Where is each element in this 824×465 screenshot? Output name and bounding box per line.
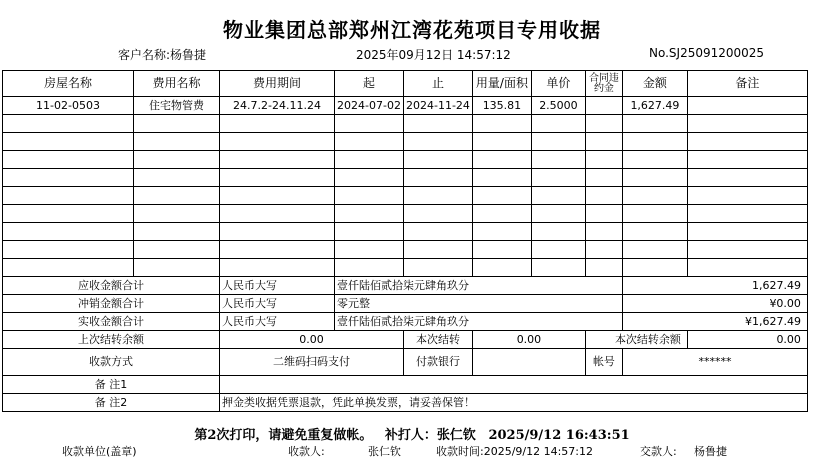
- cell-start: 2024-07-02: [335, 97, 404, 115]
- cell-remark: [687, 97, 807, 115]
- header-price: 单价: [531, 71, 585, 97]
- note2-row: [3, 394, 808, 412]
- header-remark: 备注: [687, 71, 807, 97]
- actual-rmb-label: 人民币大写: [220, 313, 335, 331]
- payment-bank-label: 付款银行: [404, 349, 473, 376]
- balance-row: [3, 331, 808, 349]
- cell-period: 24.7.2-24.11.24: [220, 97, 335, 115]
- last-balance-value: 0.00: [220, 331, 404, 349]
- actual-amount: ¥1,627.49: [622, 313, 807, 331]
- receivable-total-row: [3, 277, 808, 295]
- this-balance-label: 本次结转余额: [585, 331, 687, 349]
- reprint-warning: 第2次打印，请避免重复做帐。: [194, 428, 373, 443]
- table-row: [3, 97, 808, 115]
- offset-amount: ¥0.00: [622, 295, 807, 313]
- actual-label: 实收金额合计: [3, 313, 220, 331]
- header-period: 费用期间: [220, 71, 335, 97]
- receivable-rmb-label: 人民币大写: [220, 277, 335, 295]
- empty-row: [3, 259, 808, 277]
- header-house: 房屋名称: [3, 71, 134, 97]
- offset-words: 零元整: [335, 295, 623, 313]
- receipt-title: 物业集团总部郑州江湾花苑项目专用收据: [223, 18, 601, 42]
- reprint-time: 2025/9/12 16:43:51: [488, 428, 630, 443]
- table-header-row: [3, 71, 808, 97]
- empty-row: [3, 169, 808, 187]
- cell-price: 2.5000: [531, 97, 585, 115]
- receipt-table: [2, 70, 808, 412]
- account-label: 帐号: [585, 349, 622, 376]
- reprint-notice: [0, 424, 824, 443]
- this-carry-value: 0.00: [472, 331, 585, 349]
- payment-row: [3, 349, 808, 376]
- note2-value: 押金类收据凭票退款，凭此单换发票，请妥善保管！: [220, 394, 808, 412]
- offset-total-row: [3, 295, 808, 313]
- account-value: ******: [622, 349, 807, 376]
- note2-label: 备 注2: [3, 394, 220, 412]
- footer-collector-value: 张仁钦: [368, 445, 401, 458]
- cell-usage: 135.81: [472, 97, 531, 115]
- payment-method-label: 收款方式: [3, 349, 220, 376]
- empty-row: [3, 187, 808, 205]
- note1-row: [3, 376, 808, 394]
- footer-payer-value: 杨鲁捷: [694, 445, 727, 458]
- header-amount: 金额: [622, 71, 687, 97]
- header-fee-name: 费用名称: [134, 71, 220, 97]
- cell-house: 11-02-0503: [3, 97, 134, 115]
- footer-unit-label: 收款单位(盖章): [62, 445, 137, 458]
- cell-penalty: [585, 97, 622, 115]
- last-balance-label: 上次结转余额: [3, 331, 220, 349]
- receivable-amount: 1,627.49: [622, 277, 807, 295]
- receipt-datetime: 2025年09月12日 14:57:12: [356, 48, 511, 62]
- cell-end: 2024-11-24: [404, 97, 473, 115]
- receivable-label: 应收金额合计: [3, 277, 220, 295]
- header-penalty: 合同违约金: [585, 71, 622, 97]
- customer-name: 客户名称:杨鲁捷: [118, 48, 207, 62]
- offset-rmb-label: 人民币大写: [220, 295, 335, 313]
- footer-collector-label: 收款人:: [288, 445, 325, 458]
- header-usage: 用量/面积: [472, 71, 531, 97]
- empty-row: [3, 151, 808, 169]
- header-end: 止: [404, 71, 473, 97]
- cell-amount: 1,627.49: [622, 97, 687, 115]
- empty-row: [3, 115, 808, 133]
- cell-fee-name: 住宅物管费: [134, 97, 220, 115]
- receipt-number: No.SJ25091200025: [649, 46, 765, 60]
- payment-bank-value: [472, 349, 585, 376]
- this-balance-value: 0.00: [687, 331, 807, 349]
- note1-label: 备 注1: [3, 376, 220, 394]
- receivable-words: 壹仟陆佰贰拾柒元肆角玖分: [335, 277, 623, 295]
- empty-row: [3, 133, 808, 151]
- empty-row: [3, 241, 808, 259]
- actual-total-row: [3, 313, 808, 331]
- empty-row: [3, 205, 808, 223]
- actual-words: 壹仟陆佰贰拾柒元肆角玖分: [335, 313, 623, 331]
- footer-payer-label: 交款人:: [640, 445, 677, 458]
- footer-collect-time: 收款时间:2025/9/12 14:57:12: [436, 445, 594, 458]
- reprinter: 补打人：张仁钦: [384, 428, 476, 443]
- empty-row: [3, 223, 808, 241]
- this-carry-label: 本次结转: [404, 331, 473, 349]
- note1-value: [220, 376, 808, 394]
- header-start: 起: [335, 71, 404, 97]
- offset-label: 冲销金额合计: [3, 295, 220, 313]
- payment-method-value: 二维码扫码支付: [220, 349, 404, 376]
